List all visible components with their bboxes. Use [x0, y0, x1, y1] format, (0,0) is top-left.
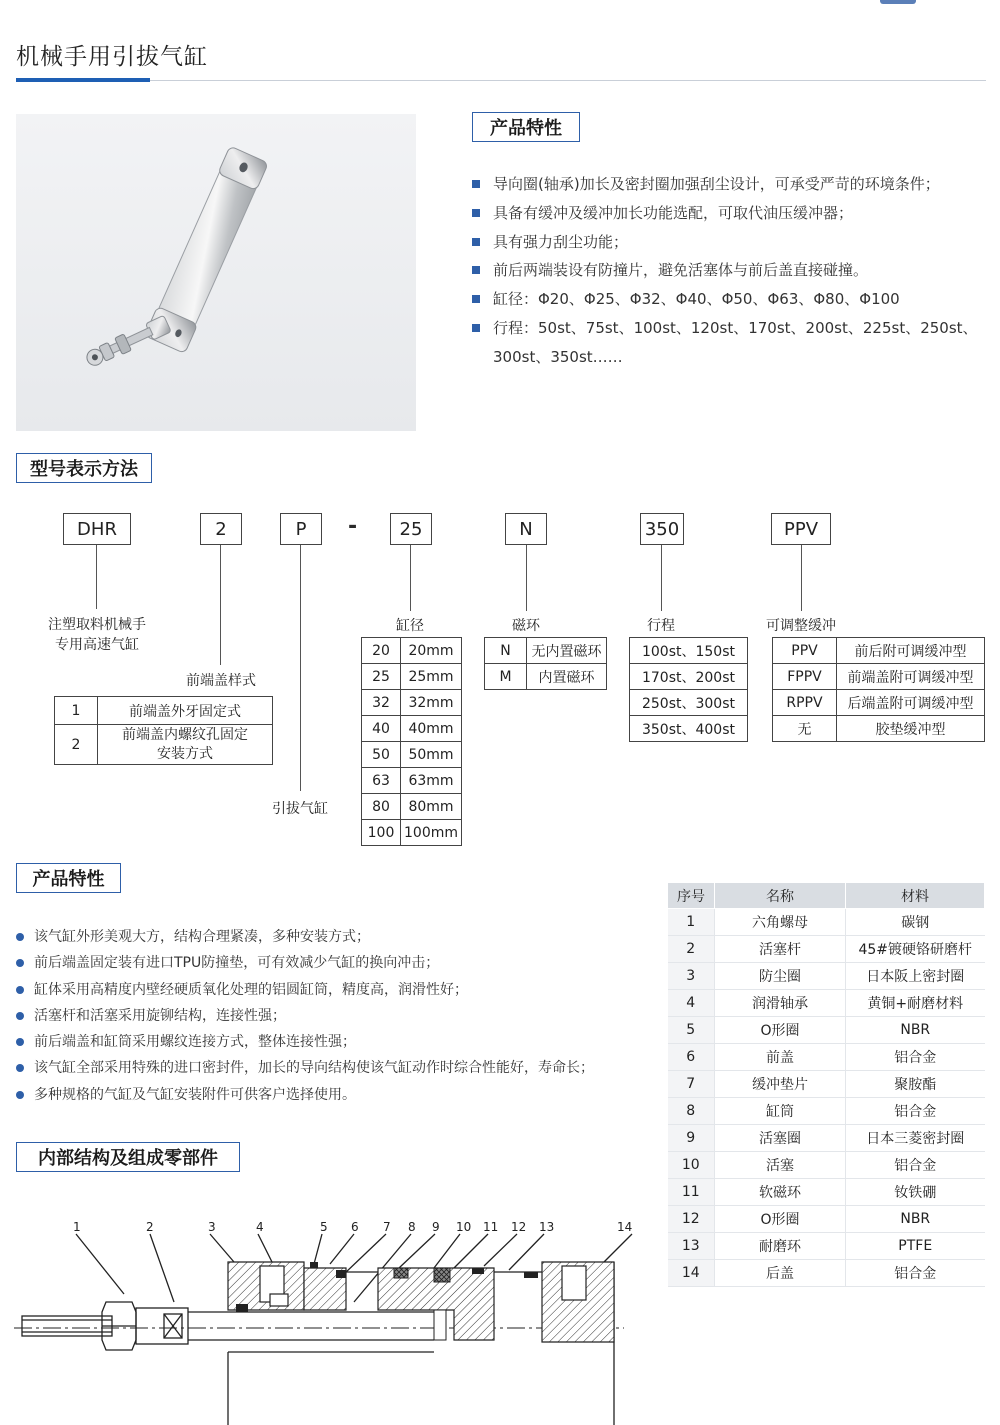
table-row: 8 缸筒 铝合金: [668, 1098, 985, 1125]
code-pull: P: [280, 513, 322, 545]
feature2-item: 活塞杆和活塞采用旋铆结构，连接性强；: [16, 1003, 636, 1029]
table-row: 10 活塞 铝合金: [668, 1152, 985, 1179]
feature2-item: 缸体采用高精度内壁经硬质氧化处理的铝圆缸筒，精度高，润滑性好；: [16, 977, 636, 1003]
header-divider: [16, 80, 986, 81]
front-cover-table: [54, 696, 273, 765]
callout-10: 10: [456, 1220, 472, 1234]
table-row: 13 耐磨环 PTFE: [668, 1233, 985, 1260]
connector-line: [96, 545, 97, 609]
feature2-item: 该气缸全部采用特殊的进口密封件，加长的导向结构使该气缸动作时综合性能好，寿命长；: [16, 1055, 636, 1081]
connector-line: [300, 545, 301, 791]
table-row: 63 63mm: [362, 768, 462, 794]
table-row: 40 40mm: [362, 716, 462, 742]
code-front-cover: 2: [200, 513, 242, 545]
callout-6: 6: [351, 1220, 359, 1234]
table-row: PPV 前后附可调缓冲型: [773, 638, 985, 664]
table-row: FPPV 前端盖附可调缓冲型: [773, 664, 985, 690]
table-row: 50 50mm: [362, 742, 462, 768]
table-header-row: 序号 名称 材料: [668, 883, 985, 909]
features2-tag: 产品特性: [16, 863, 121, 893]
table-row: 250st、300st: [630, 690, 748, 716]
cushion-table: [772, 637, 985, 742]
table-row: 2 前端盖内螺纹孔固定 安装方式: [55, 725, 273, 765]
feature-item: 前后两端装设有防撞片，避免活塞体与前后盖直接碰撞。: [472, 256, 982, 285]
bore-table: [361, 637, 462, 846]
callout-8: 8: [408, 1220, 416, 1234]
table-row: 7 缓冲垫片 聚胺酯: [668, 1071, 985, 1098]
feature2-list: [16, 924, 636, 1108]
cylinder-product-illustration: [16, 114, 416, 431]
callout-1: 1: [73, 1220, 81, 1234]
parts-table: [667, 882, 985, 1287]
feature2-item: 前后端盖和缸筒采用螺纹连接方式，整体连接性强；: [16, 1029, 636, 1055]
code-magnet: N: [505, 513, 547, 545]
table-row: 20 20mm: [362, 638, 462, 664]
table-row: 4 润滑轴承 黄铜+耐磨材料: [668, 990, 985, 1017]
callout-9: 9: [432, 1220, 440, 1234]
feature2-item: 前后端盖固定装有进口TPU防撞垫，可有效减少气缸的换向冲击；: [16, 950, 636, 976]
table-row: 170st、200st: [630, 664, 748, 690]
feature2-item: 多种规格的气缸及气缸安装附件可供客户选择使用。: [16, 1082, 636, 1108]
table-row: 32 32mm: [362, 690, 462, 716]
table-row: 14 后盖 铝合金: [668, 1260, 985, 1287]
table-row: 1 六角螺母 碳钢: [668, 909, 985, 936]
feature2-item: 该气缸外形美观大方，结构合理紧凑，多种安装方式；: [16, 924, 636, 950]
table-row: 12 O形圈 NBR: [668, 1206, 985, 1233]
stroke-table: [629, 637, 748, 742]
feature-item: 具有强力刮尘功能；: [472, 228, 982, 257]
table-row: 100 100mm: [362, 820, 462, 846]
table-row: 1 前端盖外牙固定式: [55, 697, 273, 725]
connector-line: [410, 545, 411, 611]
magnet-table: [484, 637, 607, 690]
callout-11: 11: [483, 1220, 499, 1234]
dhr-label: 注塑取料机械手 专用高速气缸: [48, 617, 146, 653]
table-row: 无 胶垫缓冲型: [773, 716, 985, 742]
code-dash: -: [348, 514, 358, 539]
table-row: 9 活塞圈 日本三菱密封圈: [668, 1125, 985, 1152]
corner-decoration: [880, 0, 916, 4]
code-stroke: 350: [640, 513, 684, 545]
front-cover-label: 前端盖样式: [186, 673, 256, 689]
code-bore: 25: [390, 513, 432, 545]
table-row: 80 80mm: [362, 794, 462, 820]
callout-13: 13: [539, 1220, 555, 1234]
feature-item: 导向圈(轴承)加长及密封圈加强刮尘设计，可承受严苛的环境条件；: [472, 170, 982, 199]
table-row: 5 O形圈 NBR: [668, 1017, 985, 1044]
feature-item: 缸径：Φ20、Φ25、Φ32、Φ40、Φ50、Φ63、Φ80、Φ100: [472, 285, 982, 314]
table-row: 2 活塞杆 45#镀硬铬研磨杆: [668, 936, 985, 963]
cylinder-section-drawing: [14, 1232, 644, 1425]
callout-4: 4: [256, 1220, 264, 1234]
model-tag: 型号表示方法: [16, 453, 152, 483]
table-row: RPPV 后端盖附可调缓冲型: [773, 690, 985, 716]
table-row: N 无内置磁环: [485, 638, 607, 664]
callout-12: 12: [511, 1220, 527, 1234]
table-row: 350st、400st: [630, 716, 748, 742]
table-row: 6 前盖 铝合金: [668, 1044, 985, 1071]
callout-14: 14: [617, 1220, 633, 1234]
code-cushion: PPV: [771, 513, 831, 545]
product-photo: [16, 114, 416, 431]
callout-5: 5: [320, 1220, 328, 1234]
table-row: 3 防尘圈 日本阪上密封圈: [668, 963, 985, 990]
connector-line: [220, 545, 221, 665]
code-dhr: DHR: [63, 513, 131, 545]
connector-line: [801, 545, 802, 611]
page-title: 机械手用引拔气缸: [16, 44, 208, 70]
connector-line: [526, 545, 527, 611]
feature-item: 具备有缓冲及缓冲加长功能选配，可取代油压缓冲器；: [472, 199, 982, 228]
table-row: 100st、150st: [630, 638, 748, 664]
features-tag: 产品特性: [472, 112, 580, 142]
feature-list: [472, 170, 982, 372]
structure-tag: 内部结构及组成零部件: [16, 1142, 240, 1172]
feature-item: 行程：50st、75st、100st、120st、170st、200st、225st、250st、: [472, 314, 982, 343]
stroke-label: 行程: [647, 618, 675, 634]
pull-label: 引拔气缸: [272, 801, 328, 817]
header-accent-bar: [16, 78, 150, 82]
feature-item-continuation: 300st、350st……: [493, 347, 623, 366]
magnet-label: 磁环: [512, 618, 540, 634]
table-row: 25 25mm: [362, 664, 462, 690]
callout-3: 3: [208, 1220, 216, 1234]
table-row: 11 软磁环 钕铁硼: [668, 1179, 985, 1206]
connector-line: [661, 545, 662, 611]
callout-2: 2: [146, 1220, 154, 1234]
bore-label: 缸径: [396, 618, 424, 634]
callout-7: 7: [383, 1220, 391, 1234]
table-row: M 内置磁环: [485, 664, 607, 690]
cushion-label: 可调整缓冲: [766, 618, 836, 634]
